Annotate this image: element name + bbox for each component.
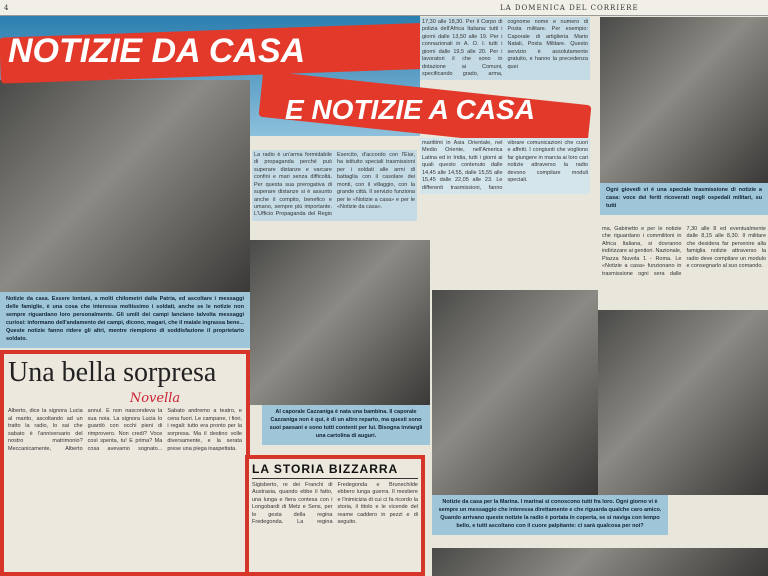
top-text-column: 17,30 alle 18,30. Per il Corpo di polizia dell'Africa Italiana: tutti i giorni dalle 13,50 alle 19. Per i connazionali in A. O. I. tutti i giorni dalle 19,5 alle 20. Per i lavoratori il che sono in dotazione ai Comuni, specificando grado, arma, cognome nome e numero di Posta militare. Per esempio: Caporale di artiglieria Mario Natali, Posta Militare. Questo servizio è assolutamente gratuito, e hanno la precedenza quei [420,17,590,80]
middle-photo-caption: Al caporale Cazzaniga è nata una bambina. Il caporale Cazzaniga non è qui, è di un altro reparto, ma questi sono suoi paesani e sono tutti contenti per lui. Bisogna inviargli una cartolina di auguri. [262,405,430,445]
headline-line1: NOTIZIE DA CASA [8,32,306,70]
page-header [0,0,768,16]
wounded-soldiers-photo [600,17,768,183]
bottom-photo-caption: Notizie da casa per la Marina. I marinai si conoscono tutti fra loro. Ogni giorno vi è sempre un messaggio che interessa direttamente e che riguarda qualche caro amico. Quando arrivano queste notizie la radio è portata in coperta, se si naviga con tempo bello, e tutti ascoltano con il cuore palpitante: ci sarà qualcosa per noi? [432,495,668,535]
story-label: Novella [129,391,181,407]
lower-photo-strip [432,548,768,576]
sidebar-text: Sigisberto, re dei Franchi di Austrasia, quando ebbe il fatto, una lunga e fiera contesa con i Longobardi di Metz e Sens, per le gesta della regina Fredegonda. La regina Fredegonda e Brunechilde ebbero lunga guerra. Il mestiere e l'inimicizia di cui ci fa ricordo la storia, il titolo e le vicende del reame caddero in pezzi e di seguito. [252,482,418,526]
story-title: Una bella sorpresa [8,357,217,388]
left-photo-caption: Notizie da casa. Essere lontani, a molti chilometri dalla Patria, ed ascoltare i messaggi delle famiglie, è una cosa che interessa moltissimo i soldati, anche se le notizie non sempre riguardano loro personalmente. Gli umili dei campi lanciano talvolta messaggi curiosi: informano dell'andamento dei campi, dicono, magari, che il maiale ingrassa bene... Queste notizie fanno ridere gli altri, mentre riempiono di soddisfazione il proprietario soldato. [0,292,250,348]
right-text-columns: ma, Gabinetto e per le notizie che riguardano i commilitoni in Africa Italiana, si dovranno indirizzare ai genitori. Nazionale, Piazza Nuvola 1 - Roma. Le «Notizie a casa» funzionano in trasmissione ogni sera dalle 7,30 alle 8 ed eventualmente dalle 8,15 alle 8,30. Il militare che desidera far pervenire alla famiglia notizie attraverso la radio deve compilare un modulo e consegnarlo al suo comando. [602,226,766,277]
sidebar-box [245,455,425,576]
sidebar-title: LA STORIA BIZZARRA [252,462,418,479]
sailors-radio-photo-right [598,310,768,495]
right-photo-caption: Ogni giovedì vi è una speciale trasmissione di notizie a casa: voce dei feriti ricoverati negli ospedali militari, su tutti [600,183,768,215]
sailors-radio-photo [432,290,598,495]
soldiers-helmets-photo [250,240,430,405]
story-text: Alberto, dice la signora Lucia al marito, ascoltando ad un tratto la radio, lo sai che sabato è l'anniversario del nostro matrimonio? Meccanicamente, Alberto annuì. E non nascondeva la sua noia. La signora Lucia lo guardò con occhi pieni di rimprovero. Non credi? Voce così spenta, tu! E prima? Ma cosa avevamo sognato... Sabato andremo a teatro, e cena fuori. Le campane, i fiori, i regali: tutto era pronto per la sorpresa. Ma il destino volle diversamente, e la serata prese una piega inaspettata. [8,408,242,452]
soldiers-radio-photo [0,80,250,292]
headline-line2: E NOTIZIE A CASA [285,94,535,125]
page-number: 4 [4,4,9,12]
masthead: LA DOMENICA DEL CORRIERE [500,4,639,12]
story-box [0,350,250,576]
radio-schedule-text: marittimi in Asia Orientale, nel Medio Oriente, nell'America Latina ed in Iridia, tutti i giorni ai quali questo contenuto dalle 14,45 alle 14,55, dalle 15,55 alle 15,45 dalle 22,05 alle 23. Le differenti trasmissioni, fanno vibrare comunicazioni che cuori e affetti. I congiunti che vogliono far giungere in marcia ai loro cari notizie attraverso la radio devono compilare moduli speciali. [420,138,590,194]
intro-text: La radio è un'arma formidabile di propaganda perché può superare distanze e varcare confini e mari senza difficoltà. Per questa sua prerogativa di superare distanze si è assunto anche il compito, benefico e umano, sempre più importante. L'Ufficio Propaganda del Regio Esercito, d'accordo con l'Eiar, ha istituito speciali trasmissioni per i soldati alle armi di battaglia con il casolare dei monti, con il villaggio, con la grande città. Il servizio funziona per le «Notizie a casa» e per le «Notizie da casa». [252,150,417,221]
